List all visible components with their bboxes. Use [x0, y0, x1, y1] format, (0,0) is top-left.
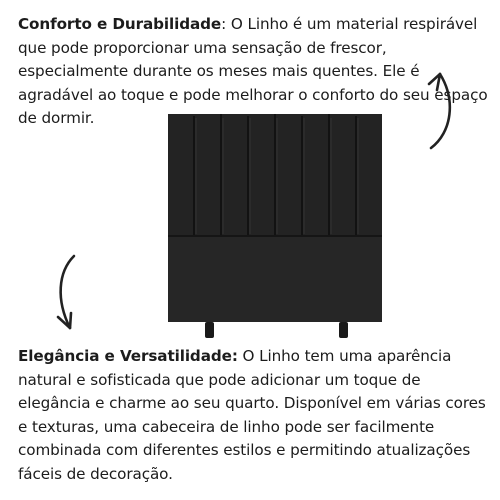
curved-arrow-up-icon — [429, 74, 450, 148]
section-separator: : — [221, 15, 231, 33]
headboard-leg-right — [339, 322, 348, 338]
headboard-leg-left — [205, 322, 214, 338]
section-title: Conforto e Durabilidade — [18, 15, 222, 33]
section-title: Elegância e Versatilidade: — [18, 347, 238, 365]
headboard-lower-panel — [168, 236, 382, 322]
section-elegancia-versatilidade — [18, 345, 486, 487]
section-body: O Linho tem uma aparência natural e sofisticada que pode adicionar um toque de elegância e charme ao seu quarto. Disponível em várias cores e texturas, uma cabeceira de linho pode ser facilmente combinada com diferentes estilos e permitindo atualizações fáceis de decoração. — [18, 347, 486, 483]
section-body: O Linho é um material respirável que pode proporcionar uma sensação de frescor, especialmente durante os meses mais quentes. Ele é agradável ao toque e pode melhorar o conforto do seu espaço de dormir. — [18, 15, 488, 128]
curved-arrow-down-icon — [58, 256, 74, 328]
